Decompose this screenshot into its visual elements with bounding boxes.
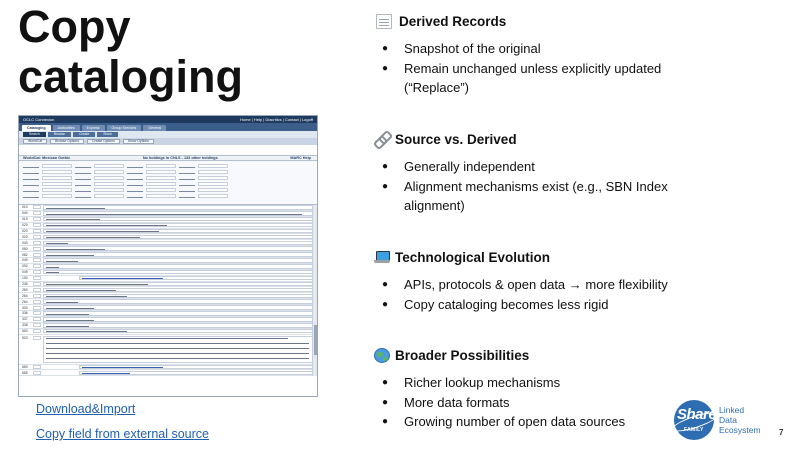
section-heading: Broader Possibilities (395, 347, 530, 363)
logo-line: Ecosystem (719, 425, 761, 435)
bullet-item: ● More data formats (382, 393, 704, 413)
screenshot-tab-authorities: Authorities (53, 125, 80, 131)
globe-icon (374, 348, 390, 363)
bullet-list (374, 157, 704, 216)
bullet-item: ● APIs, protocols & open data → more flexibility (382, 275, 704, 295)
bullet-item: ● Snapshot of the original (382, 39, 704, 59)
screenshot-subtabs (19, 131, 317, 138)
copy-field-link[interactable]: Copy field from external source (36, 427, 209, 441)
section-broader-possibilities (374, 346, 704, 432)
bullet-item: ● Generally independent (382, 157, 704, 177)
screenshot-menu-browse: Browse Options (50, 139, 84, 144)
download-import-link[interactable]: Download&Import (36, 402, 136, 416)
bullet-item: ● Alignment mechanisms exist (e.g., SBN Index alignment) (382, 177, 704, 216)
bullet-item: ● Richer lookup mechanisms (382, 373, 704, 393)
screenshot-holdings: No holdings in CNLS - 133 other holdings (142, 156, 218, 160)
share-family-logo (674, 398, 764, 446)
screenshot-menu-worldcat: WorldCat (23, 139, 47, 144)
logo-family-text: FAMILY (684, 427, 704, 433)
laptop-icon (374, 249, 390, 265)
logo-share-text: Share (677, 406, 717, 423)
link-icon (374, 131, 390, 147)
screenshot-menu-create: Create Options (87, 139, 120, 144)
section-source-vs-derived (374, 130, 704, 216)
screenshot-subtab-browse: Browse (48, 132, 71, 137)
screenshot-record-label: WorldCat: Mexican Gothic (23, 156, 71, 160)
screenshot-subtab-show: Show (97, 132, 117, 137)
screenshot-menubar (19, 138, 317, 145)
screenshot-subtab-create: Create (73, 132, 95, 137)
bullet-list (374, 39, 704, 98)
screenshot-tab-group-services: Group Services (107, 125, 142, 131)
screenshot-top-links: Home | Help | Diacritics | Contact | Logoff (240, 117, 313, 122)
bullet-item: ● Growing number of open data sources (382, 412, 704, 432)
screenshot-tab-cataloging: Cataloging (22, 125, 51, 131)
section-heading: Source vs. Derived (395, 131, 517, 147)
screenshot-marc-help: MARC Help (290, 156, 311, 160)
bullet-item: ● Copy cataloging becomes less rigid (382, 295, 704, 315)
screenshot-header (19, 116, 317, 123)
bullet-list (374, 373, 704, 432)
document-icon (376, 14, 392, 29)
screenshot-tab-express: Express (82, 125, 105, 131)
screenshot-menu-show: Show Options (123, 139, 154, 144)
section-technological-evolution (374, 248, 704, 314)
screenshot-tab-general: General (143, 125, 166, 131)
logo-mark (674, 400, 717, 440)
logo-line: Linked (719, 405, 745, 415)
screenshot-app-name: OCLC Connexion (23, 117, 55, 122)
bullet-item: ● Remain unchanged unless explicitly updated (“Replace”) (382, 59, 704, 98)
section-heading: Derived Records (399, 13, 507, 29)
screenshot-fixed-fields (19, 161, 317, 205)
oclc-connexion-screenshot (18, 115, 318, 397)
logo-line: Data (719, 415, 737, 425)
screenshot-variable-fields: 010 040 019 020 020 020 043 050 082 049 092 049 100 245 250 264 264 300 336 337 338 500 520 650 655 (19, 205, 317, 376)
page-number: 7 (779, 428, 784, 437)
bullet-list (374, 275, 704, 314)
screenshot-tabs (19, 123, 317, 131)
screenshot-subtab-search: Search (23, 132, 46, 137)
section-derived-records (374, 12, 704, 98)
logo-tagline (719, 405, 761, 435)
section-heading: Technological Evolution (395, 249, 551, 265)
slide-title: Copy cataloging (18, 1, 244, 102)
